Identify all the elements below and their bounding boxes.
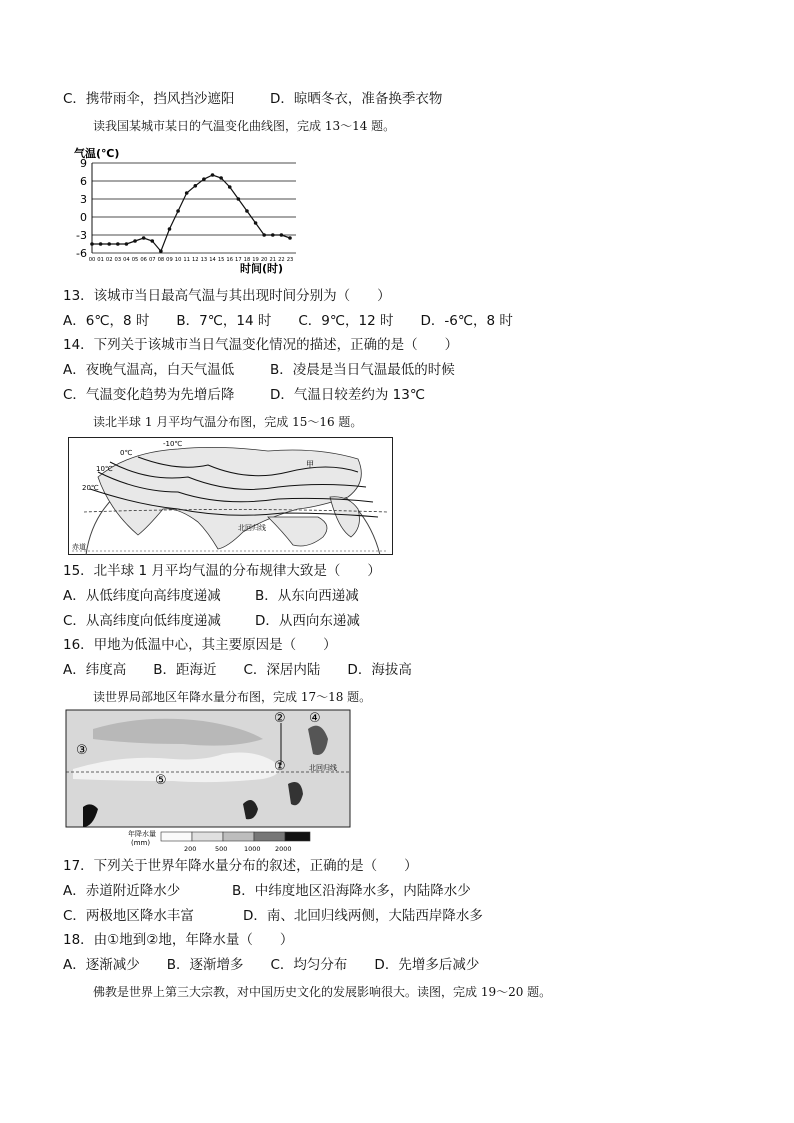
q18-options: A．逐渐减少 B．逐渐增多 C．均匀分布 D．先增多后减少	[63, 957, 480, 973]
label-iso-m10: -10℃	[163, 440, 183, 448]
x-tick-label: 23	[286, 257, 294, 263]
x-tick-label: 03	[114, 257, 122, 263]
q15-option-c: C．从高纬度向低纬度递减	[63, 613, 221, 629]
x-tick-label: 16	[226, 257, 234, 263]
x-tick-label: 13	[200, 257, 208, 263]
label-jia: 甲	[306, 460, 314, 469]
marker-3: ③	[76, 743, 88, 758]
y-tick-label: 9	[80, 157, 87, 170]
q14-stem: 14．下列关于该城市当日气温变化情况的描述，正确的是（ ）	[63, 337, 459, 353]
x-tick-label: 01	[97, 257, 104, 263]
intro-15-16: 读北半球 1 月平均气温分布图，完成 15～16 题。	[93, 415, 363, 429]
x-tick-label: 04	[123, 257, 130, 263]
data-point	[262, 233, 266, 237]
q12-option-c: C．携带雨伞，挡风挡沙遮阳	[63, 91, 235, 107]
q13-stem: 13．该城市当日最高气温与其出现时间分别为（ ）	[63, 288, 391, 304]
x-tick-label: 19	[252, 257, 259, 263]
chart-y-ticks	[76, 157, 87, 260]
x-tick-label: 12	[191, 257, 199, 263]
x-tick-label: 14	[209, 257, 216, 263]
data-point	[237, 197, 241, 201]
q14-option-c: C．气温变化趋势为先增后降	[63, 387, 235, 403]
label-tropic: 北回归线	[238, 524, 266, 532]
q17-option-a: A．赤道附近降水少	[63, 883, 181, 899]
chart-ylabel: 气温(℃)	[74, 147, 120, 160]
january-temperature-map	[68, 437, 393, 555]
x-tick-label: 20	[260, 257, 268, 263]
x-tick-label: 08	[157, 257, 165, 263]
legend-title-1: 年降水量	[128, 830, 156, 838]
x-tick-label: 05	[131, 257, 139, 263]
q16-stem: 16．甲地为低温中心，其主要原因是（ ）	[63, 637, 337, 653]
x-tick-label: 11	[183, 257, 191, 263]
x-tick-label: 22	[278, 257, 285, 263]
x-tick-label: 02	[105, 257, 113, 263]
temperature-line-chart	[62, 145, 302, 275]
y-tick-label: 0	[80, 211, 87, 224]
q15-option-a: A．从低纬度向高纬度递减	[63, 588, 221, 604]
data-point	[228, 185, 232, 189]
data-point	[219, 176, 223, 180]
data-point	[116, 242, 120, 246]
x-tick-label: 17	[235, 257, 242, 263]
q15-option-d: D．从西向东递减	[255, 613, 360, 629]
label-equator: 赤道	[72, 543, 86, 551]
chart-xlabel: 时间(时)	[240, 262, 284, 275]
data-point	[211, 173, 215, 177]
marker-4: ④	[309, 711, 321, 726]
label-iso-20: 20℃	[82, 484, 99, 492]
marker-2: ②	[274, 711, 286, 726]
q14-option-d: D．气温日较差约为 13℃	[270, 387, 426, 403]
q17-option-b: B．中纬度地区沿海降水多，内陆降水少	[232, 883, 471, 899]
x-tick-label: 21	[269, 257, 277, 263]
data-point	[194, 184, 198, 188]
data-point	[254, 221, 258, 225]
data-point	[159, 249, 163, 253]
q14-option-b: B．凌晨是当日气温最低的时候	[270, 362, 455, 378]
q17-option-d: D．南、北回归线两侧，大陆西岸降水多	[243, 908, 483, 924]
q13-options: A．6℃，8 时 B．7℃，14 时 C．9℃，12 时 D．-6℃，8 时	[63, 313, 513, 329]
q12-option-d: D．晾晒冬衣，准备换季衣物	[270, 91, 443, 107]
intro-19-20: 佛教是世界上第三大宗教，对中国历史文化的发展影响很大。读图，完成 19～20 题。	[93, 985, 552, 999]
data-point	[168, 227, 172, 231]
chart-grid	[92, 163, 296, 253]
data-point	[202, 177, 206, 181]
data-point	[133, 239, 137, 243]
x-tick-label: 06	[140, 257, 147, 263]
x-tick-label: 10	[174, 257, 182, 263]
q16-options: A．纬度高 B．距海近 C．深居内陆 D．海拔高	[63, 662, 412, 678]
data-point	[176, 209, 180, 213]
data-point	[90, 242, 94, 246]
q17-stem: 17．下列关于世界年降水量分布的叙述，正确的是（ ）	[63, 858, 418, 874]
intro-13-14: 读我国某城市某日的气温变化曲线图，完成 13～14 题。	[93, 119, 396, 133]
legend-tick-200: 200	[184, 845, 197, 853]
y-tick-label: -3	[76, 229, 87, 242]
data-point	[107, 242, 111, 246]
intro-17-18: 读世界局部地区年降水量分布图，完成 17～18 题。	[93, 690, 372, 704]
data-point	[125, 242, 129, 246]
q14-option-a: A．夜晚气温高，白天气温低	[63, 362, 235, 378]
label-iso-10: 10℃	[96, 465, 113, 473]
data-point	[150, 239, 154, 243]
label-tropic: 北回归线	[309, 764, 337, 772]
data-point	[142, 236, 146, 240]
x-tick-label: 15	[217, 257, 225, 263]
precipitation-map	[63, 709, 353, 854]
data-point	[288, 236, 292, 240]
y-tick-label: 3	[80, 193, 87, 206]
data-point	[99, 242, 103, 246]
marker-5: ⑤	[155, 773, 167, 788]
temperature-series-line	[92, 175, 290, 251]
x-tick-label: 18	[243, 257, 251, 263]
data-point	[185, 191, 189, 195]
q18-stem: 18．由①地到②地，年降水量（ ）	[63, 932, 294, 948]
x-tick-label: 00	[88, 257, 96, 263]
data-point	[280, 233, 284, 237]
q15-stem: 15．北半球 1 月平均气温的分布规律大致是（ ）	[63, 563, 381, 579]
temperature-series-points	[90, 173, 292, 253]
legend-tick-500: 500	[215, 845, 228, 853]
legend-tick-2000: 2000	[275, 845, 292, 853]
data-point	[245, 209, 249, 213]
legend-title-2: (mm)	[131, 839, 151, 847]
x-tick-label: 07	[148, 257, 156, 263]
y-tick-label: 6	[80, 175, 87, 188]
marker-1: ①	[274, 759, 286, 774]
label-iso-0: 0℃	[120, 449, 133, 457]
x-tick-label: 09	[166, 257, 173, 263]
legend-tick-1000: 1000	[244, 845, 261, 853]
data-point	[271, 233, 275, 237]
q17-option-c: C．两极地区降水丰富	[63, 908, 194, 924]
y-tick-label: -6	[76, 247, 87, 260]
q15-option-b: B．从东向西递减	[255, 588, 359, 604]
